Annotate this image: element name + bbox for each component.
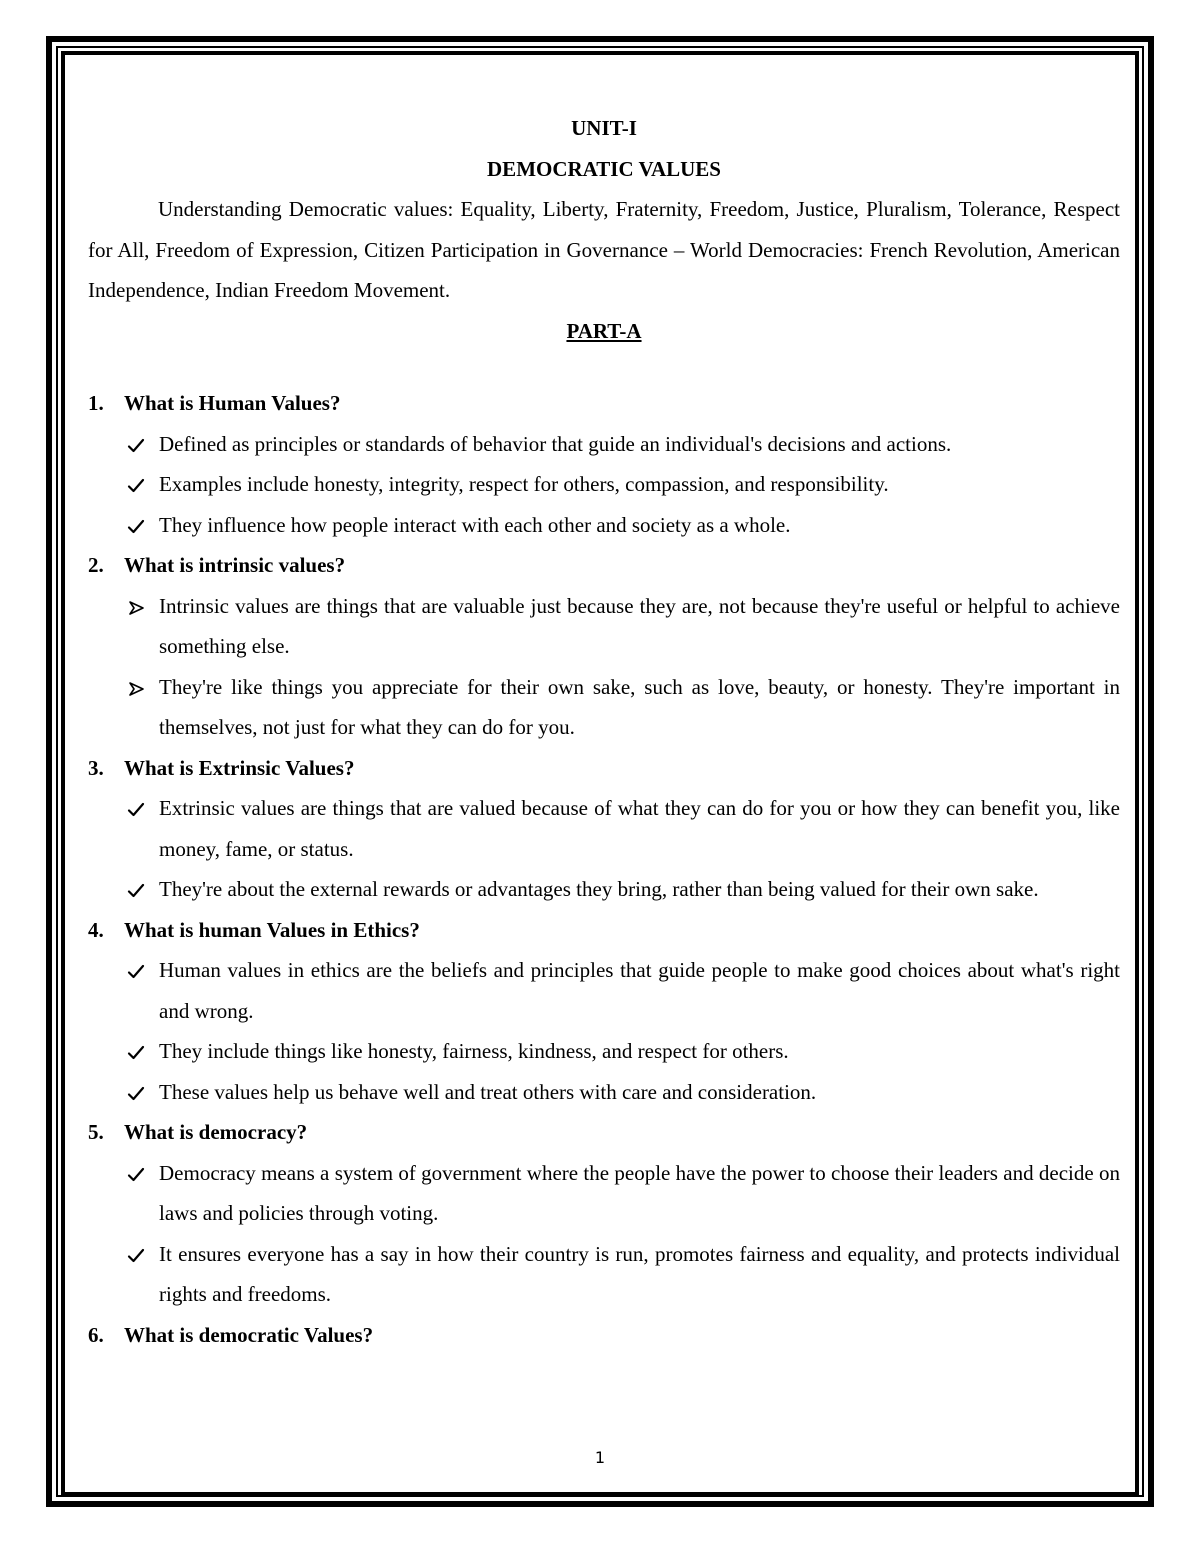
check-icon xyxy=(124,1072,148,1113)
question-number: 4. xyxy=(88,917,104,942)
document-title: DEMOCRATIC VALUES xyxy=(487,156,721,181)
check-icon xyxy=(124,869,148,910)
question-list xyxy=(88,383,1120,1355)
answer-item xyxy=(88,667,1120,748)
question-heading xyxy=(88,383,1120,424)
check-icon xyxy=(124,788,148,829)
question-number: 1. xyxy=(88,391,104,415)
question-heading xyxy=(88,1112,1120,1153)
check-icon xyxy=(124,1234,148,1275)
answer-text: Intrinsic values are things that are valuable just because they are, not because they're useful or helpful to achieve something else. xyxy=(159,593,1120,658)
question-text: What is democracy? xyxy=(124,1120,308,1144)
answer-item xyxy=(88,1031,1120,1072)
check-icon xyxy=(124,505,148,546)
question-text: What is human Values in Ethics? xyxy=(124,917,420,942)
question-heading xyxy=(88,910,1120,951)
check-icon xyxy=(124,1153,148,1194)
answer-text: They're like things you appreciate for their own sake, such as love, beauty, or honesty. They're important in themselves, not just for what they can do for you. xyxy=(159,674,1120,739)
answer-item xyxy=(88,788,1120,869)
document-body xyxy=(88,108,1120,1355)
question-heading xyxy=(88,1315,1120,1356)
question-text: What is Human Values? xyxy=(124,391,341,415)
answer-item xyxy=(88,505,1120,546)
answer-text: They're about the external rewards or advantages they bring, rather than being valued for their own sake. xyxy=(159,877,1039,901)
answer-item xyxy=(88,869,1120,910)
answer-text: It ensures everyone has a say in how their country is run, promotes fairness and equality, and protects individual rights and freedoms. xyxy=(159,1241,1120,1306)
check-icon xyxy=(124,950,148,991)
question-heading xyxy=(88,545,1120,586)
question-number: 2. xyxy=(88,553,104,577)
syllabus-intro: Understanding Democratic values: Equality, Liberty, Fraternity, Freedom, Justice, Pluralism, Tolerance, Respect for All, Freedom of Expression, Citizen Participation in Governance – World Democracies: French Revolution, American Independence, Indian Freedom Movement. xyxy=(88,197,1120,302)
answer-item xyxy=(88,424,1120,465)
check-icon xyxy=(124,424,148,465)
answer-item xyxy=(88,1153,1120,1234)
answer-item xyxy=(88,464,1120,505)
answer-text: Defined as principles or standards of behavior that guide an individual's decisions and actions. xyxy=(159,431,952,456)
question-number: 3. xyxy=(88,755,104,780)
question-heading xyxy=(88,748,1120,789)
answer-text: Democracy means a system of government where the people have the power to choose their leaders and decide on laws and policies through voting. xyxy=(159,1160,1120,1225)
page-number: 1 xyxy=(594,1448,606,1467)
arrow-icon xyxy=(124,667,148,708)
answer-text: They include things like honesty, fairness, kindness, and respect for others. xyxy=(159,1039,789,1063)
answer-text: They influence how people interact with each other and society as a whole. xyxy=(159,512,791,537)
answer-item xyxy=(88,1072,1120,1113)
answer-text: Extrinsic values are things that are valued because of what they can do for you or how they can benefit you, like money, fame, or status. xyxy=(159,796,1120,861)
question-text: What is Extrinsic Values? xyxy=(124,755,355,780)
check-icon xyxy=(124,464,148,505)
question-text: What is intrinsic values? xyxy=(124,553,346,577)
question-text: What is democratic Values? xyxy=(124,1322,374,1347)
answer-item xyxy=(88,950,1120,1031)
answer-text: These values help us behave well and treat others with care and consideration. xyxy=(159,1079,817,1104)
answer-text: Examples include honesty, integrity, respect for others, compassion, and responsibility. xyxy=(159,472,889,496)
question-number: 5. xyxy=(88,1120,104,1144)
question-number: 6. xyxy=(88,1322,104,1347)
answer-item xyxy=(88,586,1120,667)
unit-heading: UNIT-I xyxy=(571,116,637,140)
part-heading: PART-A xyxy=(566,318,642,343)
arrow-icon xyxy=(124,586,148,627)
answer-text: Human values in ethics are the beliefs and principles that guide people to make good choices about what's right and wrong. xyxy=(159,958,1120,1023)
answer-item xyxy=(88,1234,1120,1315)
check-icon xyxy=(124,1031,148,1072)
